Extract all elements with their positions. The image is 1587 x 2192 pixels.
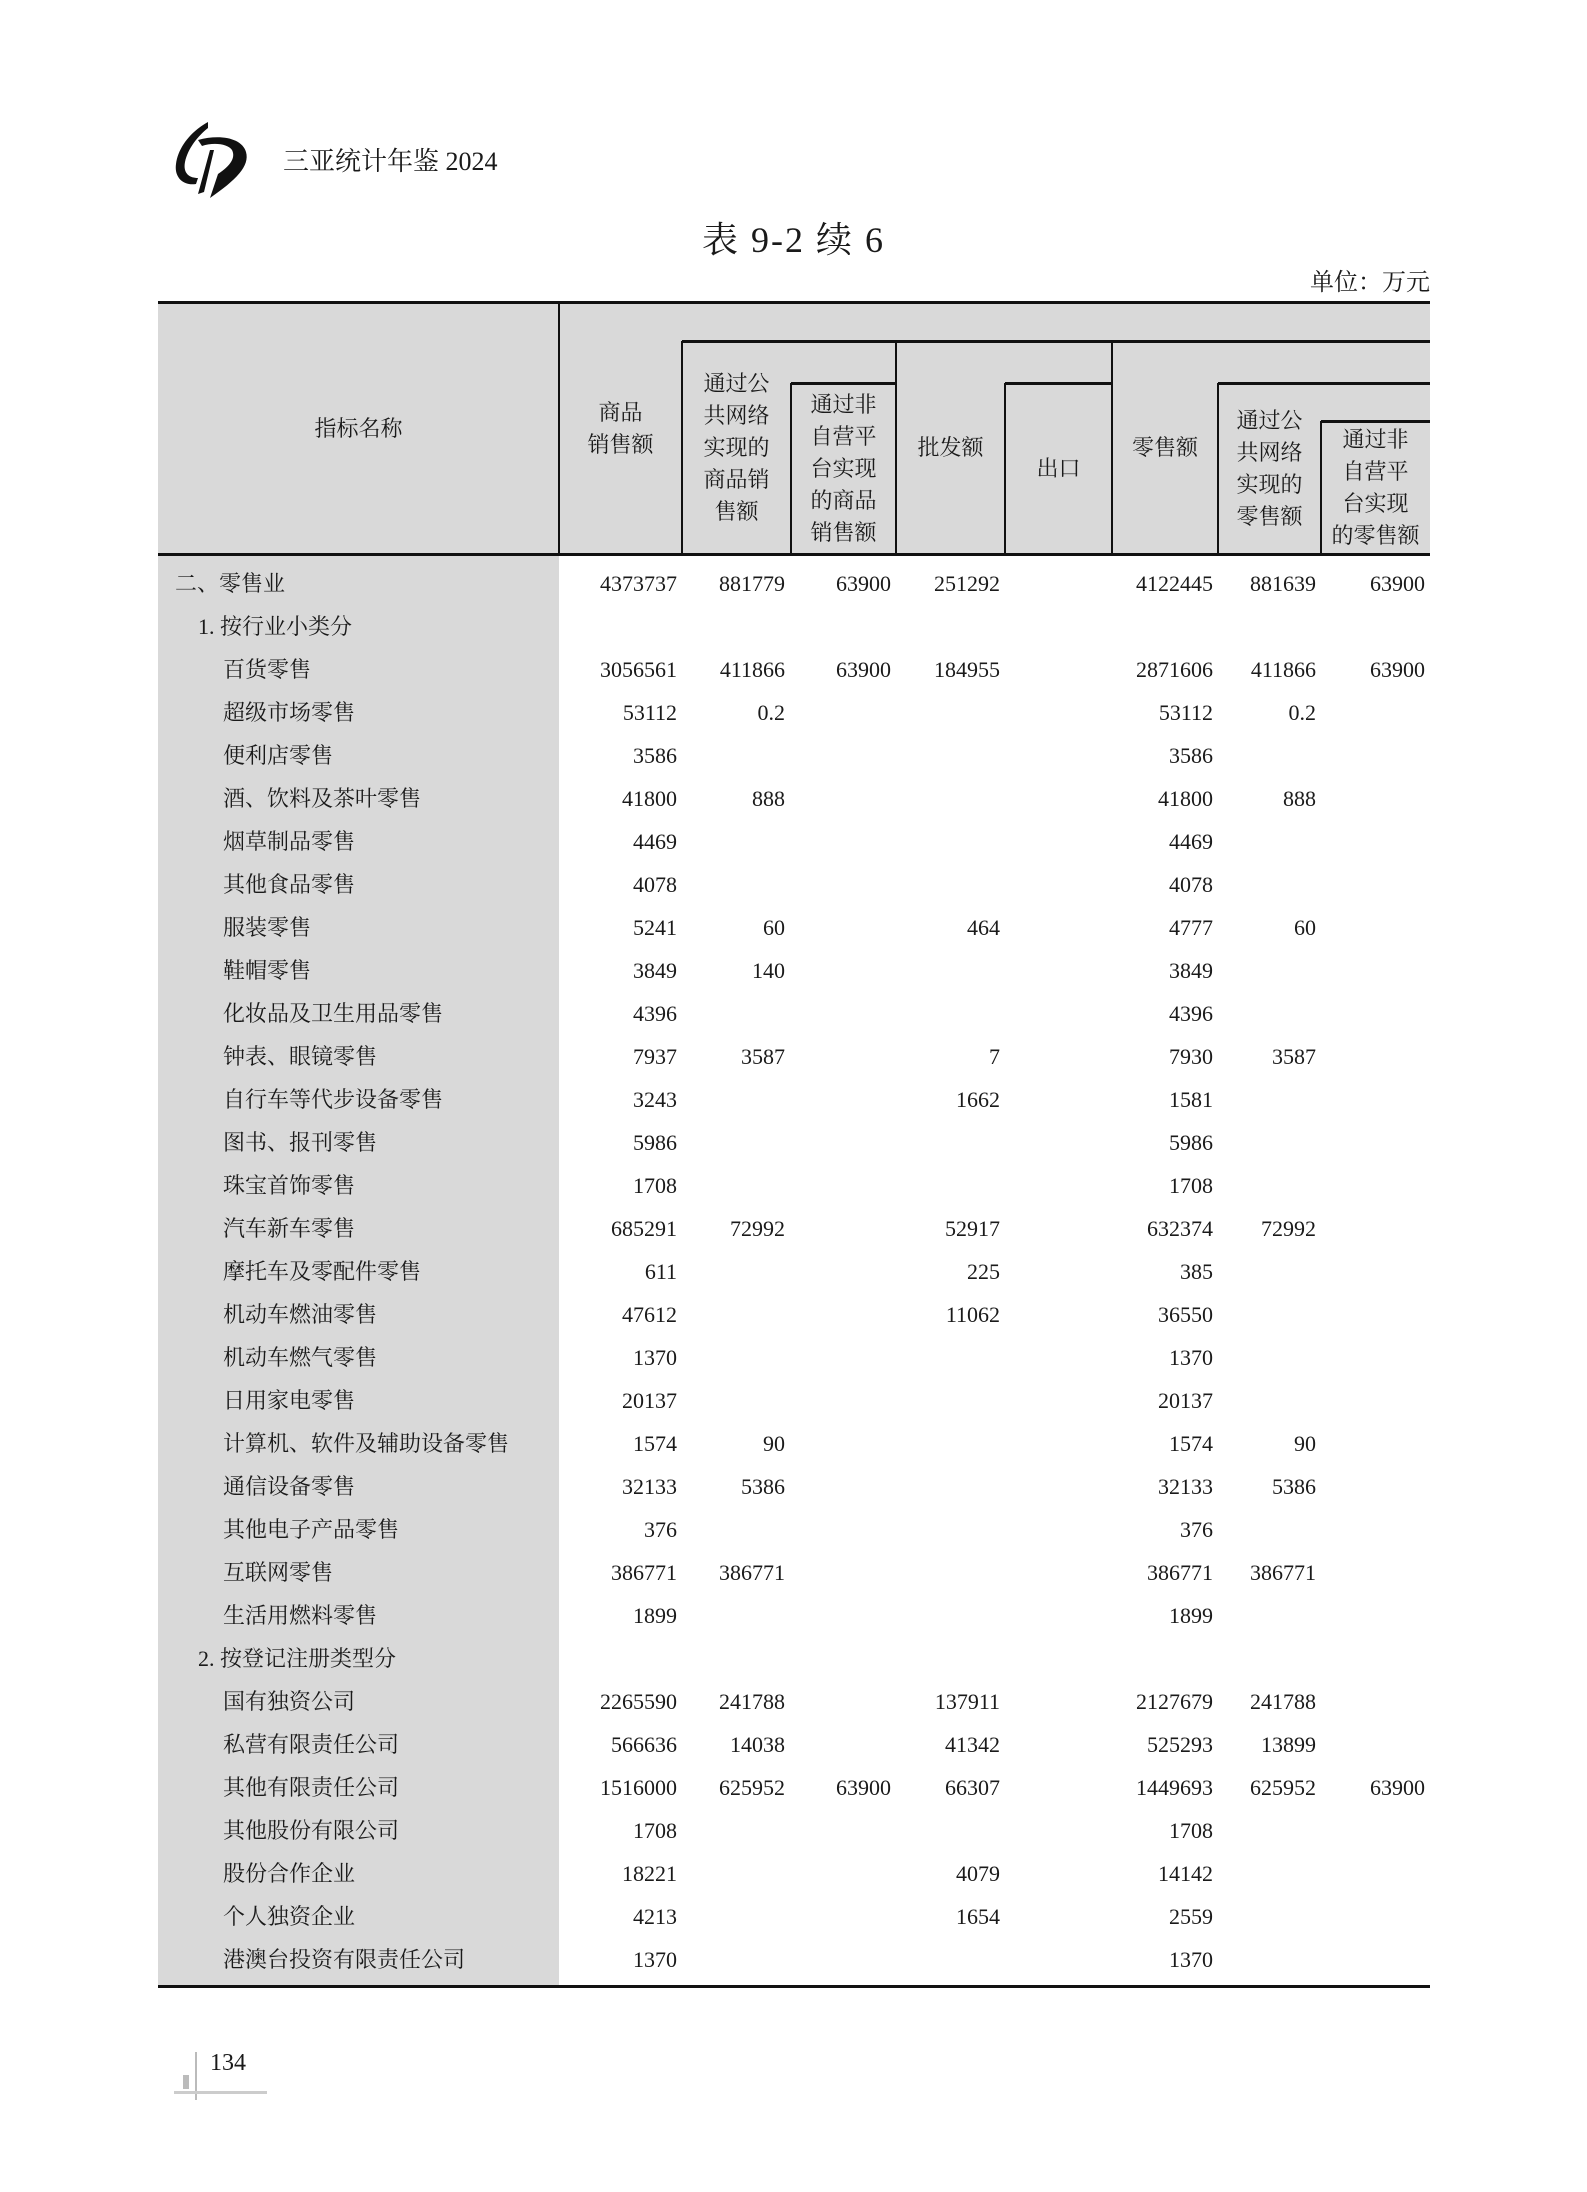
row-label: 便利店零售 [223, 743, 334, 768]
table-row [158, 1078, 1430, 1121]
row-label: 日用家电零售 [223, 1388, 356, 1413]
cell-value: 251292 [934, 571, 1000, 596]
table-row [158, 691, 1430, 734]
cell-value: 47612 [622, 1302, 677, 1327]
cell-value: 241788 [719, 1689, 785, 1714]
cell-value: 5386 [741, 1474, 785, 1499]
header-divider [558, 302, 560, 555]
table-row [158, 1207, 1430, 1250]
row-label: 摩托车及零配件零售 [223, 1259, 422, 1284]
header-divider [1004, 383, 1006, 555]
cell-value: 611 [644, 1259, 677, 1284]
cell-value: 90 [763, 1431, 785, 1456]
cell-value: 1708 [633, 1818, 677, 1843]
cell-value: 72992 [1261, 1216, 1316, 1241]
yearbook-logo-icon [170, 120, 260, 200]
table-row [158, 906, 1430, 949]
cell-value: 36550 [1158, 1302, 1213, 1327]
header-rule [682, 340, 1430, 343]
table-row [158, 1422, 1430, 1465]
table-row [158, 1594, 1430, 1637]
table-row [158, 562, 1430, 605]
cell-value: 2559 [1169, 1904, 1213, 1929]
cell-value: 3056561 [600, 657, 677, 682]
row-label: 自行车等代步设备零售 [223, 1087, 444, 1112]
table-row [158, 863, 1430, 906]
cell-value: 4373737 [600, 571, 677, 596]
cell-value: 20137 [1158, 1388, 1213, 1413]
cell-value: 888 [1283, 786, 1316, 811]
cell-value: 566636 [611, 1732, 677, 1757]
table-row [158, 1723, 1430, 1766]
header-wholesale: 批发额 [917, 435, 984, 460]
cell-value: 140 [752, 958, 785, 983]
header-divider [1111, 341, 1113, 555]
cell-value: 7 [989, 1044, 1000, 1069]
table-row [158, 1508, 1430, 1551]
header-divider [681, 341, 683, 555]
cell-value: 1708 [1169, 1818, 1213, 1843]
row-label: 二、零售业 [175, 571, 286, 596]
cell-value: 63900 [836, 657, 891, 682]
cell-value: 0.2 [1288, 700, 1316, 725]
cell-value: 41342 [945, 1732, 1000, 1757]
cell-value: 386771 [611, 1560, 677, 1585]
row-label: 图书、报刊零售 [223, 1130, 378, 1155]
cell-value: 4213 [633, 1904, 677, 1929]
cell-value: 4469 [1169, 829, 1213, 854]
table-row [158, 1938, 1430, 1981]
cell-value: 625952 [1250, 1775, 1316, 1800]
row-label: 鞋帽零售 [223, 958, 312, 983]
cell-value: 1449693 [1136, 1775, 1213, 1800]
cell-value: 525293 [1147, 1732, 1213, 1757]
row-label: 其他有限责任公司 [223, 1775, 400, 1800]
table-row [158, 1293, 1430, 1336]
table-row [158, 1164, 1430, 1207]
table-row [158, 949, 1430, 992]
table-row [158, 1766, 1430, 1809]
header-non-self-platform-retail: 通过非 自营平 台实现 的零售额 [1331, 427, 1420, 548]
row-label: 其他电子产品零售 [223, 1517, 400, 1542]
cell-value: 4396 [633, 1001, 677, 1026]
cell-value: 376 [644, 1517, 677, 1542]
cell-value: 63900 [1370, 571, 1425, 596]
page-marker [183, 2075, 189, 2089]
header-rule [791, 382, 896, 385]
cell-value: 32133 [622, 1474, 677, 1499]
row-label: 珠宝首饰零售 [223, 1173, 356, 1198]
header-bottom-rule [158, 553, 1430, 556]
row-label: 通信设备零售 [223, 1474, 356, 1499]
cell-value: 1370 [1169, 1345, 1213, 1370]
cell-value: 3243 [633, 1087, 677, 1112]
cell-value: 411866 [719, 657, 785, 682]
table-row [158, 1250, 1430, 1293]
row-label: 其他股份有限公司 [223, 1818, 400, 1843]
cell-value: 2871606 [1136, 657, 1213, 682]
table-row [158, 734, 1430, 777]
row-label: 生活用燃料零售 [223, 1603, 378, 1628]
cell-value: 1662 [956, 1087, 1000, 1112]
cell-value: 1654 [956, 1904, 1000, 1929]
cell-value: 632374 [1147, 1216, 1213, 1241]
unit-label: 单位：万元 [1310, 270, 1430, 296]
row-label: 2. 按登记注册类型分 [198, 1646, 397, 1671]
cell-value: 1581 [1169, 1087, 1213, 1112]
cell-value: 41800 [1158, 786, 1213, 811]
cell-value: 5386 [1272, 1474, 1316, 1499]
cell-value: 3586 [633, 743, 677, 768]
cell-value: 1370 [633, 1345, 677, 1370]
page-marker [174, 2091, 267, 2094]
cell-value: 63900 [1370, 1775, 1425, 1800]
cell-value: 137911 [934, 1689, 1000, 1714]
cell-value: 1708 [1169, 1173, 1213, 1198]
cell-value: 7930 [1169, 1044, 1213, 1069]
cell-value: 5241 [633, 915, 677, 940]
table-top-rule [158, 301, 1430, 304]
cell-value: 1370 [1169, 1947, 1213, 1972]
cell-value: 386771 [719, 1560, 785, 1585]
cell-value: 464 [967, 915, 1000, 940]
cell-value: 53112 [622, 700, 677, 725]
cell-value: 72992 [730, 1216, 785, 1241]
cell-value: 241788 [1250, 1689, 1316, 1714]
table-row [158, 1336, 1430, 1379]
row-label: 私营有限责任公司 [223, 1732, 400, 1757]
cell-value: 4078 [633, 872, 677, 897]
row-label: 计算机、软件及辅助设备零售 [223, 1431, 510, 1456]
table-row [158, 1379, 1430, 1422]
cell-value: 11062 [945, 1302, 1000, 1327]
header-rule [1005, 382, 1112, 385]
cell-value: 2127679 [1136, 1689, 1213, 1714]
cell-value: 225 [967, 1259, 1000, 1284]
header-export: 出口 [1036, 456, 1081, 481]
cell-value: 881639 [1250, 571, 1316, 596]
cell-value: 63900 [836, 571, 891, 596]
header-divider [790, 383, 792, 555]
cell-value: 63900 [1370, 657, 1425, 682]
cell-value: 3586 [1169, 743, 1213, 768]
cell-value: 52917 [945, 1216, 1000, 1241]
cell-value: 53112 [1158, 700, 1213, 725]
cell-value: 14038 [730, 1732, 785, 1757]
row-label: 股份合作企业 [223, 1861, 356, 1886]
row-label: 机动车燃油零售 [223, 1302, 378, 1327]
cell-value: 0.2 [757, 700, 785, 725]
cell-value: 1899 [633, 1603, 677, 1628]
row-label: 百货零售 [223, 657, 312, 682]
table-row [158, 1551, 1430, 1594]
header-divider [1320, 421, 1322, 555]
table-row [158, 1809, 1430, 1852]
header-divider [1217, 383, 1219, 555]
cell-value: 386771 [1147, 1560, 1213, 1585]
cell-value: 385 [1180, 1259, 1213, 1284]
cell-value: 184955 [934, 657, 1000, 682]
cell-value: 1574 [1169, 1431, 1213, 1456]
cell-value: 13899 [1261, 1732, 1316, 1757]
cell-value: 4469 [633, 829, 677, 854]
cell-value: 60 [763, 915, 785, 940]
cell-value: 3849 [633, 958, 677, 983]
cell-value: 3849 [1169, 958, 1213, 983]
header-public-network-retail: 通过公 共网络 实现的 零售额 [1236, 408, 1303, 529]
table-row [158, 1121, 1430, 1164]
cell-value: 2265590 [600, 1689, 677, 1714]
cell-value: 60 [1294, 915, 1316, 940]
table-row [158, 1035, 1430, 1078]
cell-value: 14142 [1158, 1861, 1213, 1886]
header-divider [895, 341, 897, 555]
cell-value: 888 [752, 786, 785, 811]
cell-value: 881779 [719, 571, 785, 596]
header-rule [1321, 420, 1430, 423]
row-label: 化妆品及卫生用品零售 [223, 1001, 444, 1026]
cell-value: 1708 [633, 1173, 677, 1198]
cell-value: 625952 [719, 1775, 785, 1800]
row-label: 互联网零售 [223, 1560, 334, 1585]
table-row [158, 777, 1430, 820]
book-title: 三亚统计年鉴 2024 [283, 147, 498, 176]
table-row [158, 820, 1430, 863]
cell-value: 20137 [622, 1388, 677, 1413]
cell-value: 376 [1180, 1517, 1213, 1542]
cell-value: 66307 [945, 1775, 1000, 1800]
cell-value: 3587 [1272, 1044, 1316, 1069]
row-label: 烟草制品零售 [223, 829, 356, 854]
row-label: 其他食品零售 [223, 872, 356, 897]
cell-value: 411866 [1250, 657, 1316, 682]
cell-value: 5986 [1169, 1130, 1213, 1155]
row-label: 汽车新车零售 [223, 1216, 356, 1241]
header-indicator-name: 指标名称 [314, 415, 403, 441]
cell-value: 18221 [622, 1861, 677, 1886]
cell-value: 32133 [1158, 1474, 1213, 1499]
header-goods-sales: 商品 销售额 [587, 399, 654, 457]
cell-value: 386771 [1250, 1560, 1316, 1585]
cell-value: 1516000 [600, 1775, 677, 1800]
table-bottom-rule [158, 1985, 1430, 1988]
table-row [158, 605, 1430, 648]
cell-value: 1574 [633, 1431, 677, 1456]
table-title: 表 9-2 续 6 [702, 220, 885, 260]
cell-value: 4079 [956, 1861, 1000, 1886]
cell-value: 5986 [633, 1130, 677, 1155]
header-retail: 零售额 [1131, 435, 1198, 460]
cell-value: 41800 [622, 786, 677, 811]
table-row [158, 1680, 1430, 1723]
row-label: 服装零售 [223, 915, 312, 940]
row-label: 个人独资企业 [223, 1904, 356, 1929]
page-number: 134 [210, 2050, 246, 2076]
cell-value: 90 [1294, 1431, 1316, 1456]
cell-value: 3587 [741, 1044, 785, 1069]
row-label: 机动车燃气零售 [223, 1345, 378, 1370]
table-row [158, 992, 1430, 1035]
cell-value: 685291 [611, 1216, 677, 1241]
cell-value: 4396 [1169, 1001, 1213, 1026]
table-row [158, 648, 1430, 691]
row-label: 酒、饮料及茶叶零售 [223, 786, 422, 811]
cell-value: 7937 [633, 1044, 677, 1069]
cell-value: 1899 [1169, 1603, 1213, 1628]
cell-value: 4777 [1169, 915, 1213, 940]
table-row [158, 1852, 1430, 1895]
row-label: 国有独资公司 [223, 1689, 356, 1714]
cell-value: 4122445 [1136, 571, 1213, 596]
row-label: 超级市场零售 [223, 700, 356, 725]
row-label: 港澳台投资有限责任公司 [223, 1947, 466, 1972]
cell-value: 4078 [1169, 872, 1213, 897]
header-non-self-platform-goods-sales: 通过非 自营平 台实现 的商品 销售额 [810, 392, 877, 545]
cell-value: 1370 [633, 1947, 677, 1972]
table-row [158, 1465, 1430, 1508]
table-row [158, 1895, 1430, 1938]
cell-value: 63900 [836, 1775, 891, 1800]
row-label: 1. 按行业小类分 [198, 614, 353, 639]
row-label: 钟表、眼镜零售 [223, 1044, 378, 1069]
table-row [158, 1637, 1430, 1680]
header-public-network-goods-sales: 通过公 共网络 实现的 商品销 售额 [703, 371, 770, 524]
header-rule [1218, 382, 1430, 385]
